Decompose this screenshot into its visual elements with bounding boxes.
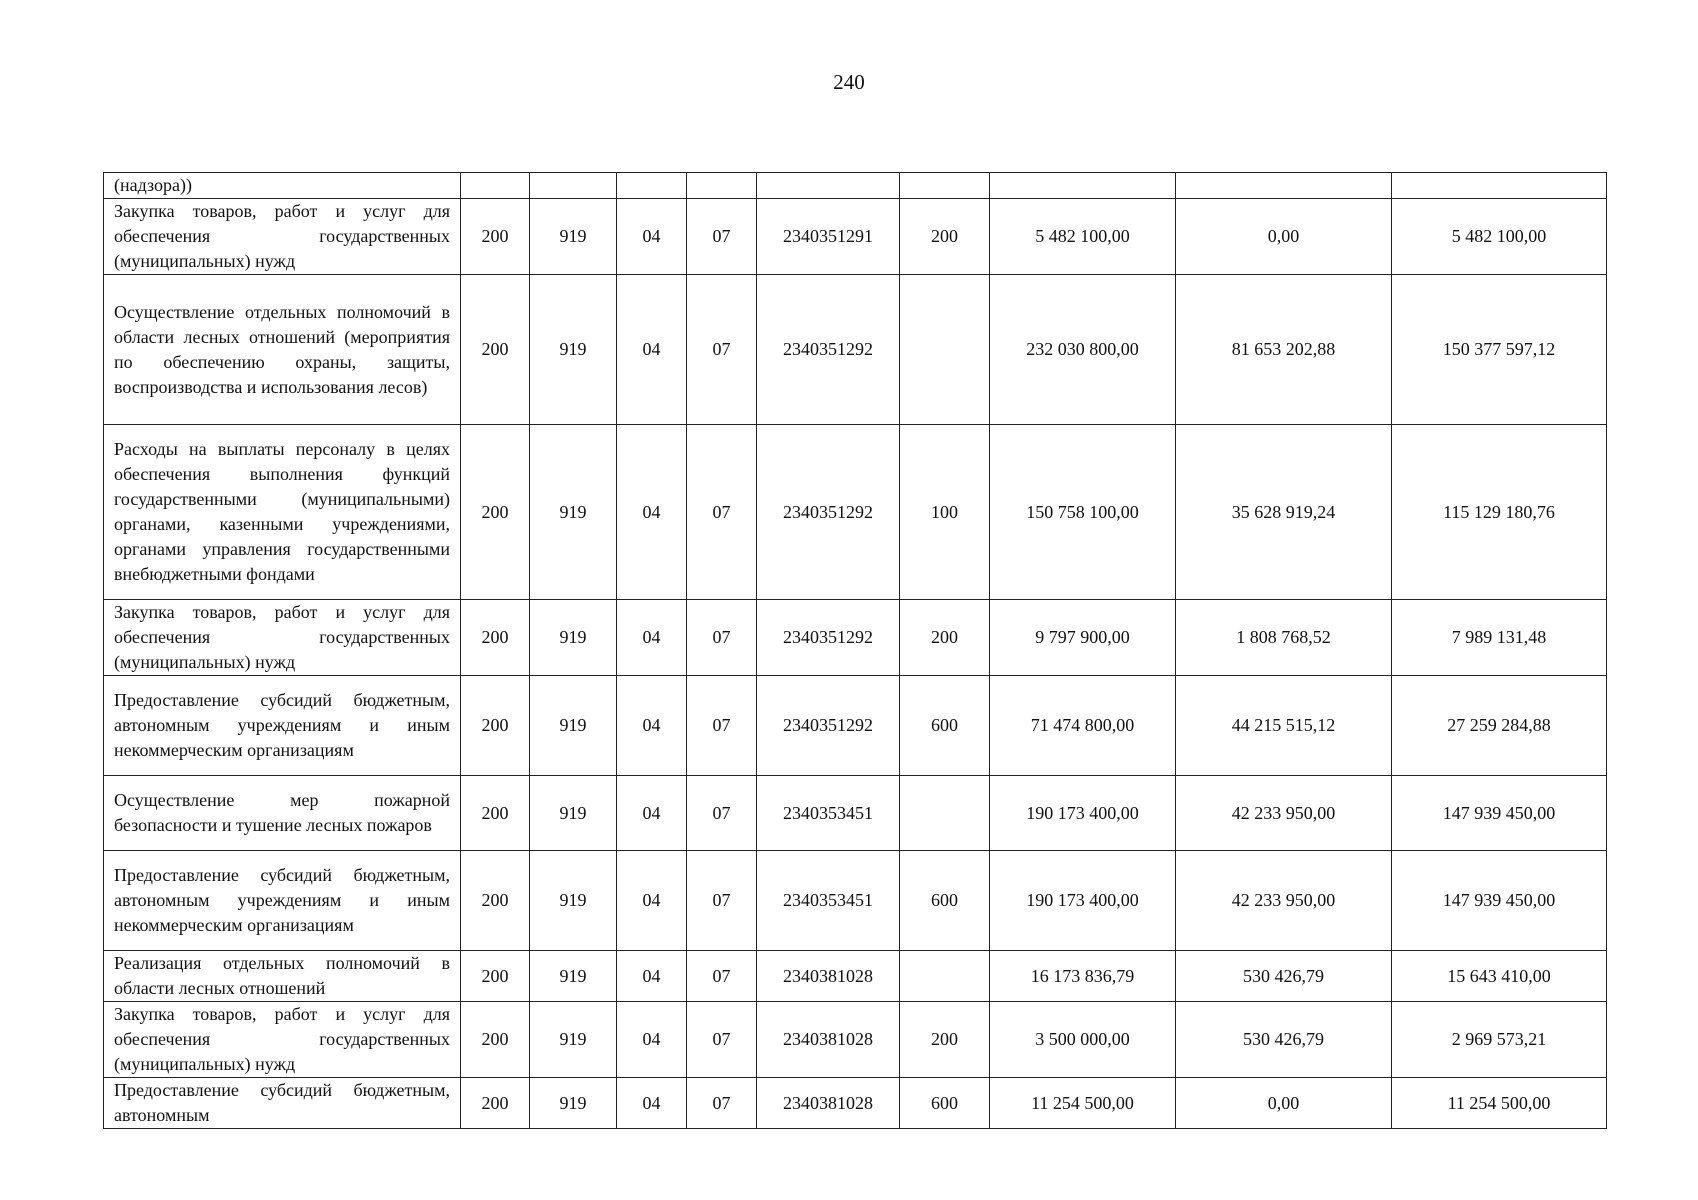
page-number: 240: [833, 70, 865, 94]
expense-type-cell: 600: [900, 1078, 990, 1129]
approved-amount-cell: 190 173 400,00: [990, 776, 1176, 851]
remaining-amount-cell: 15 643 410,00: [1392, 951, 1607, 1002]
table-row: [104, 425, 1607, 600]
subsection-cell: 07: [687, 676, 757, 776]
section-cell: 04: [617, 951, 687, 1002]
approved-amount-cell: 16 173 836,79: [990, 951, 1176, 1002]
executed-amount-cell: 1 808 768,52: [1176, 600, 1392, 676]
description-cell: (надзора)): [104, 173, 461, 199]
admin-code-cell: 200: [461, 951, 530, 1002]
section-cell: 04: [617, 1078, 687, 1129]
table-row: [104, 851, 1607, 951]
ministry-code-cell: 919: [530, 676, 617, 776]
description-cell: Осуществление мер пожарной безопасности и тушение лесных пожаров: [104, 776, 461, 851]
executed-amount-cell: 42 233 950,00: [1176, 776, 1392, 851]
remaining-amount-cell: 147 939 450,00: [1392, 851, 1607, 951]
section-cell: 04: [617, 776, 687, 851]
description-cell: Предоставление субсидий бюджетным, автономным учреждениям и иным некоммерческим организациям: [104, 851, 461, 951]
subsection-cell: 07: [687, 600, 757, 676]
remaining-amount-cell: 27 259 284,88: [1392, 676, 1607, 776]
target-article-cell: 2340381028: [757, 1078, 900, 1129]
description-cell: Осуществление отдельных полномочий в области лесных отношений (мероприятия по обеспечению охраны, защиты, воспроизводства и использования лесов): [104, 275, 461, 425]
admin-code-cell: [461, 173, 530, 199]
target-article-cell: [757, 173, 900, 199]
target-article-cell: 2340351291: [757, 199, 900, 275]
expense-type-cell: 200: [900, 600, 990, 676]
admin-code-cell: 200: [461, 1002, 530, 1078]
subsection-cell: 07: [687, 951, 757, 1002]
section-cell: 04: [617, 275, 687, 425]
remaining-amount-cell: 7 989 131,48: [1392, 600, 1607, 676]
target-article-cell: 2340353451: [757, 851, 900, 951]
target-article-cell: 2340351292: [757, 275, 900, 425]
ministry-code-cell: 919: [530, 1078, 617, 1129]
section-cell: 04: [617, 199, 687, 275]
executed-amount-cell: 530 426,79: [1176, 1002, 1392, 1078]
ministry-code-cell: 919: [530, 1002, 617, 1078]
approved-amount-cell: 232 030 800,00: [990, 275, 1176, 425]
section-cell: 04: [617, 600, 687, 676]
table-row: [104, 275, 1607, 425]
admin-code-cell: 200: [461, 1078, 530, 1129]
table-row: [104, 600, 1607, 676]
approved-amount-cell: 190 173 400,00: [990, 851, 1176, 951]
remaining-amount-cell: 11 254 500,00: [1392, 1078, 1607, 1129]
approved-amount-cell: [990, 173, 1176, 199]
description-cell: Закупка товаров, работ и услуг для обеспечения государственных (муниципальных) нужд: [104, 199, 461, 275]
table-row: [104, 951, 1607, 1002]
budget-table: [103, 172, 1607, 1129]
description-cell: Предоставление субсидий бюджетным, автономным учреждениям и иным некоммерческим организациям: [104, 676, 461, 776]
section-cell: 04: [617, 851, 687, 951]
remaining-amount-cell: 5 482 100,00: [1392, 199, 1607, 275]
approved-amount-cell: 3 500 000,00: [990, 1002, 1176, 1078]
executed-amount-cell: 35 628 919,24: [1176, 425, 1392, 600]
description-cell: Закупка товаров, работ и услуг для обеспечения государственных (муниципальных) нужд: [104, 600, 461, 676]
approved-amount-cell: 5 482 100,00: [990, 199, 1176, 275]
approved-amount-cell: 150 758 100,00: [990, 425, 1176, 600]
table-row: [104, 1002, 1607, 1078]
description-cell: Расходы на выплаты персоналу в целях обеспечения выполнения функций государственными (муниципальными) органами, казенными учреждениями, органами управления государственными внебюджетными фондами: [104, 425, 461, 600]
subsection-cell: 07: [687, 1078, 757, 1129]
admin-code-cell: 200: [461, 199, 530, 275]
executed-amount-cell: 530 426,79: [1176, 951, 1392, 1002]
description-cell: Реализация отдельных полномочий в области лесных отношений: [104, 951, 461, 1002]
table-row: [104, 1078, 1607, 1129]
ministry-code-cell: 919: [530, 851, 617, 951]
ministry-code-cell: 919: [530, 951, 617, 1002]
subsection-cell: 07: [687, 851, 757, 951]
expense-type-cell: [900, 776, 990, 851]
table-row: [104, 676, 1607, 776]
target-article-cell: 2340351292: [757, 676, 900, 776]
expense-type-cell: 600: [900, 676, 990, 776]
expense-type-cell: [900, 173, 990, 199]
admin-code-cell: 200: [461, 676, 530, 776]
section-cell: [617, 173, 687, 199]
table-body: [104, 173, 1607, 1129]
table-row: [104, 776, 1607, 851]
approved-amount-cell: 71 474 800,00: [990, 676, 1176, 776]
subsection-cell: 07: [687, 1002, 757, 1078]
target-article-cell: 2340353451: [757, 776, 900, 851]
description-cell: Закупка товаров, работ и услуг для обеспечения государственных (муниципальных) нужд: [104, 1002, 461, 1078]
remaining-amount-cell: 147 939 450,00: [1392, 776, 1607, 851]
ministry-code-cell: 919: [530, 600, 617, 676]
description-cell: Предоставление субсидий бюджетным, автономным: [104, 1078, 461, 1129]
remaining-amount-cell: 2 969 573,21: [1392, 1002, 1607, 1078]
target-article-cell: 2340381028: [757, 1002, 900, 1078]
admin-code-cell: 200: [461, 275, 530, 425]
executed-amount-cell: 42 233 950,00: [1176, 851, 1392, 951]
remaining-amount-cell: 150 377 597,12: [1392, 275, 1607, 425]
subsection-cell: 07: [687, 199, 757, 275]
approved-amount-cell: 11 254 500,00: [990, 1078, 1176, 1129]
executed-amount-cell: 0,00: [1176, 1078, 1392, 1129]
expense-type-cell: 200: [900, 1002, 990, 1078]
executed-amount-cell: 81 653 202,88: [1176, 275, 1392, 425]
expense-type-cell: 600: [900, 851, 990, 951]
expense-type-cell: 100: [900, 425, 990, 600]
remaining-amount-cell: [1392, 173, 1607, 199]
ministry-code-cell: 919: [530, 425, 617, 600]
table-row: [104, 173, 1607, 199]
target-article-cell: 2340351292: [757, 425, 900, 600]
subsection-cell: 07: [687, 425, 757, 600]
table-row: [104, 199, 1607, 275]
section-cell: 04: [617, 676, 687, 776]
remaining-amount-cell: 115 129 180,76: [1392, 425, 1607, 600]
admin-code-cell: 200: [461, 776, 530, 851]
section-cell: 04: [617, 425, 687, 600]
executed-amount-cell: 0,00: [1176, 199, 1392, 275]
executed-amount-cell: 44 215 515,12: [1176, 676, 1392, 776]
section-cell: 04: [617, 1002, 687, 1078]
target-article-cell: 2340381028: [757, 951, 900, 1002]
ministry-code-cell: 919: [530, 776, 617, 851]
executed-amount-cell: [1176, 173, 1392, 199]
ministry-code-cell: 919: [530, 199, 617, 275]
expense-type-cell: [900, 275, 990, 425]
subsection-cell: 07: [687, 776, 757, 851]
admin-code-cell: 200: [461, 425, 530, 600]
expense-type-cell: [900, 951, 990, 1002]
admin-code-cell: 200: [461, 851, 530, 951]
approved-amount-cell: 9 797 900,00: [990, 600, 1176, 676]
admin-code-cell: 200: [461, 600, 530, 676]
subsection-cell: [687, 173, 757, 199]
expense-type-cell: 200: [900, 199, 990, 275]
ministry-code-cell: 919: [530, 275, 617, 425]
target-article-cell: 2340351292: [757, 600, 900, 676]
subsection-cell: 07: [687, 275, 757, 425]
ministry-code-cell: [530, 173, 617, 199]
